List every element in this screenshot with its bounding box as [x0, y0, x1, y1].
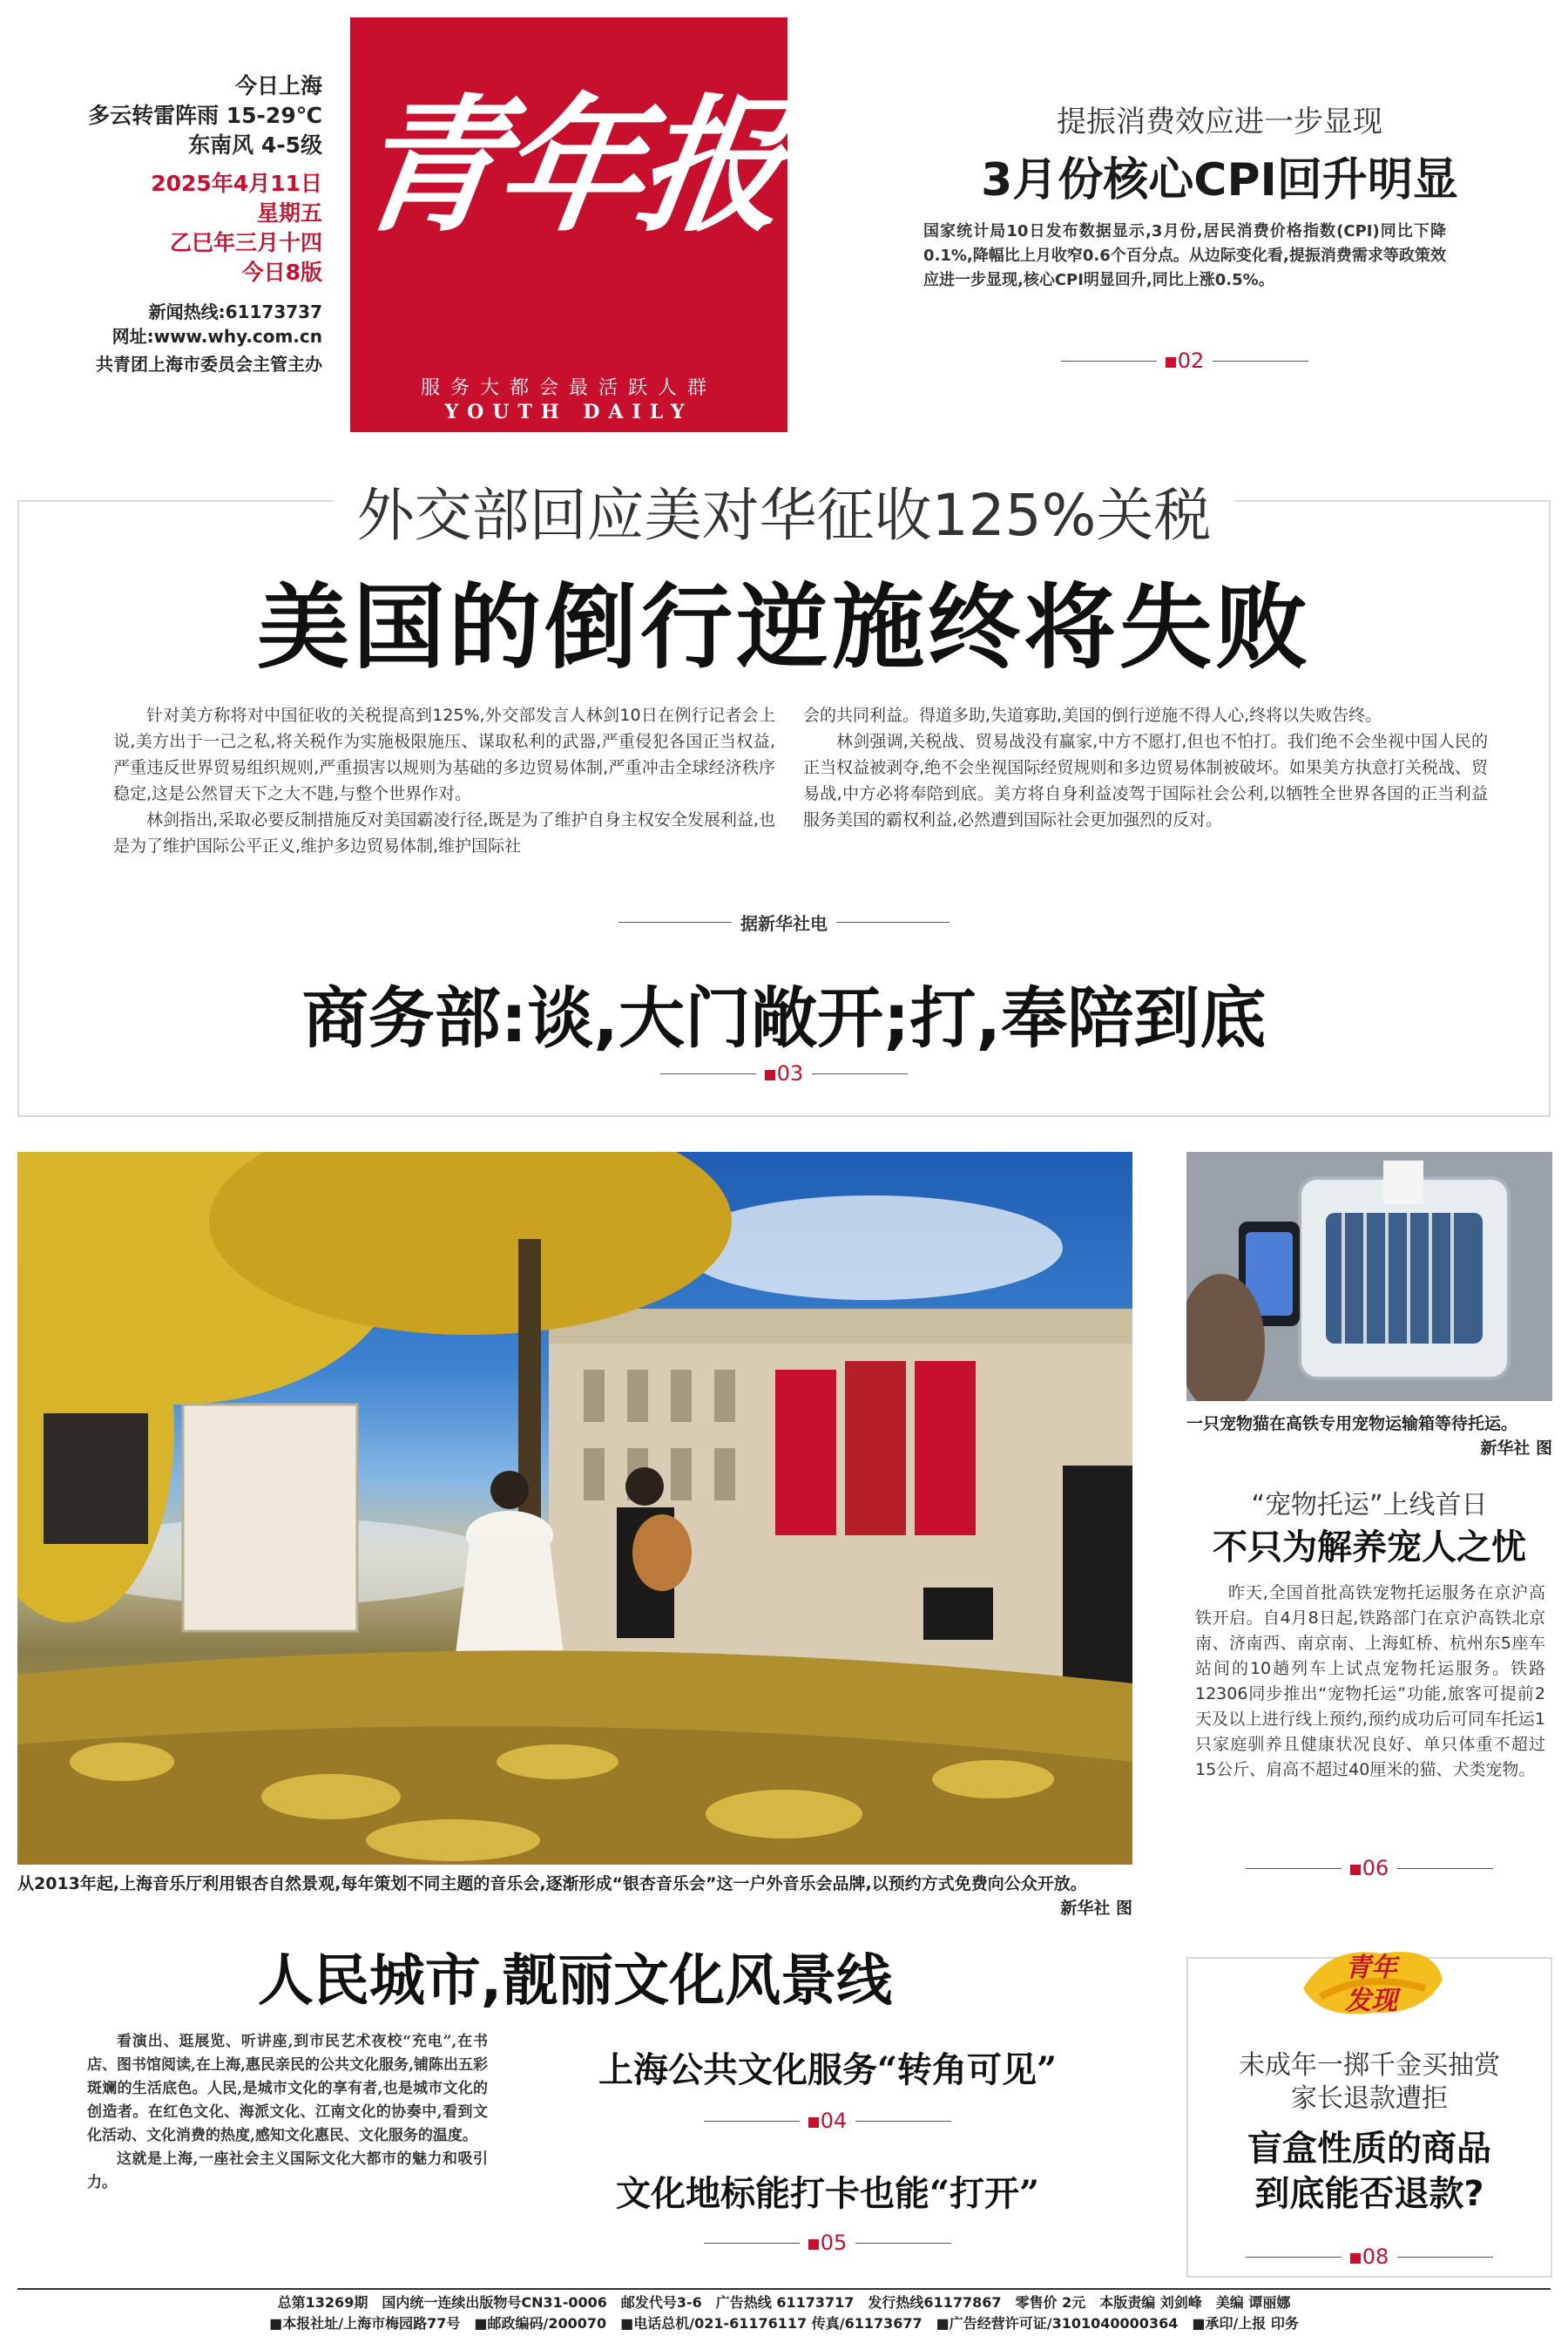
logo-slogan: 服务大都会最活跃人群 [420, 377, 717, 399]
wind: 东南风 4-5级 [188, 132, 322, 158]
badge-brush-icon [1294, 1936, 1448, 2027]
square-icon [808, 2239, 819, 2250]
square-icon [1350, 1865, 1361, 1875]
lunar-date: 乙巳年三月十四 [169, 230, 322, 255]
square-icon [1350, 2253, 1361, 2264]
lead-paragraph: 林剑指出,采取必要反制措施反对美国霸凌行径,既是为了维护自身主权安全发展利益,也是为了维护国际公平正义,维护多边贸易体制,维护国际社 [113, 810, 775, 856]
rule [704, 2243, 800, 2244]
page-count: 今日8版 [241, 260, 322, 285]
page-number: 06 [1362, 1856, 1389, 1880]
badge-line-1: 青年 [1345, 1953, 1397, 1983]
rule [1213, 361, 1308, 362]
sponsor: 共青团上海市委员会主管主办 [96, 354, 322, 375]
rule [855, 2121, 951, 2122]
page-number: 08 [1362, 2245, 1389, 2269]
pet-carrier-photo [1186, 1152, 1552, 1401]
kicker-line: 家长退款遭拒 [1291, 2083, 1448, 2114]
cpi-kicker: 提振消费效应进一步显现 [1057, 105, 1382, 139]
headline-line: 盲盒性质的商品 [1247, 2129, 1491, 2169]
hotline: 新闻热线:61173737 [148, 301, 322, 322]
footer-rule [17, 2288, 1551, 2290]
lead-paragraph: 针对美方称将对中国征收的关税提高到125%,外交部发言人林剑10日在例行记者会上说,美方出于一己之私,将关税作为实施极限施压、谋取私利的武器,严重侵犯各国正当权益,严重违反世界贸易组织规则,严重损害以规则为基础的多边贸易体制,严重冲击全球经济秩序稳定,这是公然冒天下之大不韪,与整个世界作对。 [113, 706, 775, 803]
pet-page-ref[interactable] [1186, 1856, 1552, 1880]
page-number: 03 [776, 1061, 804, 1086]
cpi-headline[interactable]: 3月份核心CPI回升明显 [981, 154, 1458, 207]
rule [618, 922, 732, 923]
culture-sub-headline-2[interactable]: 文化地标能打卡也能“打开” [615, 2173, 1039, 2214]
website: 网址:www.why.com.cn [112, 326, 322, 347]
pet-photo-illustration [1186, 1152, 1552, 1401]
weather-city: 今日上海 [234, 73, 322, 98]
weather-desc: 多云转雷阵雨 15-29℃ [88, 103, 322, 128]
rule [1061, 361, 1157, 362]
pet-paragraph: 昨天,全国首批高铁宠物托运服务在京沪高铁开启。自4月8日起,铁路部门在京沪高铁北京南、济南西、南京南、上海虹桥、杭州东5座车站间的10趟列车上试点宠物托运服务。铁路12306同步推出“宠物托运”功能,旅客可提前2天及以上进行线上预约,预约成功后可同车托运1只家庭驯养且健康状况良好、单只体重不超过15公斤、肩高不超过40厘米的猫、犬类宠物。 [1195, 1583, 1545, 1779]
discovery-headline[interactable] [1186, 2126, 1552, 2217]
culture-sub-headline-1[interactable]: 上海公共文化服务“转角可见” [598, 2049, 1057, 2090]
page-number: 05 [820, 2231, 848, 2255]
culture-paragraph: 看演出、逛展览、听讲座,到市民艺术夜校“充电”,在书店、图书馆阅读,在上海,惠民亲民的公共文化服务,铺陈出五彩斑斓的生活底色。人民,是城市文化的享有者,也是城市文化的创造者。在红色文化、海派文化、江南文化的协奏中,看到文化活动、文化消费的热度,感知文化惠民、文化服务的温度。 [87, 2033, 488, 2144]
square-icon [1166, 357, 1176, 368]
rule [660, 1073, 756, 1074]
badge-line-2: 发现 [1345, 1986, 1397, 2016]
lead-kicker: 外交部回应美对华征收125%关税 [17, 469, 1551, 552]
pet-body [1195, 1581, 1545, 1783]
discovery-page-ref[interactable] [1186, 2245, 1552, 2269]
lead-sub-headline[interactable]: 商务部:谈,大门敞开;打,奉陪到底 [301, 979, 1267, 1057]
rule [1397, 2257, 1493, 2258]
page-number: 04 [820, 2109, 848, 2133]
kicker-line: 未成年一掷千金买抽赏 [1239, 2050, 1500, 2081]
pet-caption [1186, 1412, 1552, 1460]
weekday: 星期五 [256, 200, 322, 226]
lead-paragraph: 会的共同利益。得道多助,失道寡助,美国的倒行逆施不得人心,终将以失败告终。 [803, 706, 1382, 725]
newspaper-logo [345, 17, 793, 432]
culture-headline[interactable]: 人民城市,靓丽文化风景线 [257, 1949, 893, 2014]
rule [812, 1073, 908, 1074]
rule [855, 2243, 951, 2244]
square-icon [808, 2117, 819, 2128]
logo-text: 青年报 [345, 79, 793, 252]
source-line [17, 910, 1551, 935]
page-number: 02 [1177, 349, 1205, 373]
caption-text: 一只宠物猫在高铁专用宠物运输箱等待托运。 [1186, 1414, 1518, 1433]
culture-page-ref-2[interactable] [540, 2231, 1115, 2255]
discovery-kicker [1186, 2049, 1552, 2116]
rule [704, 2121, 800, 2122]
lead-column-1 [113, 702, 775, 859]
pet-kicker: “宠物托运”上线首日 [1251, 1490, 1488, 1520]
discovery-badge [1294, 1936, 1448, 2027]
lead-paragraph: 林剑强调,关税战、贸易战没有赢家,中方不愿打,但也不怕打。我们绝不会坐视中国人民的正当权益被剥夺,绝不会坐视国际经贸规则和多边贸易体制被破坏。如果美方执意打关税战、贸易战,中方必将奉陪到底。美方将自身利益凌驾于国际社会公利,以牺牲全世界各国的正当利益服务美国的霸权利益,必然遭到国际社会更加强烈的反对。 [803, 732, 1488, 829]
cpi-body: 国家统计局10日发布数据显示,3月份,居民消费价格指数(CPI)同比下降0.1%,降幅比上月收窄0.6个百分点。从边际变化看,提振消费需求等政策效应进一步显现,核心CPI明显回升,同比上涨0.5%。 [923, 222, 1446, 289]
lead-column-2 [803, 702, 1488, 833]
footer-address-info: ■本报社址/上海市梅园路77号 ■邮政编码/200070 ■电话总机/021-61176117 传真/61173677 ■广告经营许可证/3101040000364 ■承印/上报 印务 [269, 2315, 1299, 2332]
rule [836, 922, 950, 923]
pet-headline[interactable]: 不只为解养宠人之忧 [1213, 1527, 1526, 1567]
rule [1397, 1868, 1493, 1869]
masthead-info [35, 71, 322, 376]
issue-date: 2025年4月11日 [151, 171, 322, 196]
footer-issue-info: 总第13269期 国内统一连续出版物号CN31-0006 邮发代号3-6 广告热线 61173717 发行热线61177867 零售价 2元 本版责编 刘剑峰 美编 谭丽娜 [277, 2294, 1291, 2311]
caption-text: 从2013年起,上海音乐厅利用银杏自然景观,每年策划不同主题的音乐会,逐渐形成“银杏音乐会”这一户外音乐会品牌,以预约方式免费向公众开放。 [17, 1874, 1087, 1893]
rule [1246, 2257, 1342, 2258]
cpi-page-ref[interactable] [923, 349, 1446, 373]
headline-line: 到底能否退款? [1254, 2174, 1484, 2214]
source-text: 据新华社电 [740, 913, 828, 934]
lead-page-ref[interactable] [17, 1061, 1551, 1086]
rule [1246, 1868, 1342, 1869]
culture-paragraph: 这就是上海,一座社会主义国际文化大都市的魅力和吸引力。 [87, 2150, 488, 2191]
lead-headline[interactable]: 美国的倒行逆施终将失败 [257, 574, 1311, 681]
photo-illustration [17, 1152, 1132, 1865]
logo-english-name: YOUTH DAILY [444, 401, 693, 423]
photo-credit: 新华社 图 [1480, 1439, 1552, 1458]
culture-body [87, 2030, 488, 2195]
photo-caption [17, 1872, 1132, 1920]
square-icon [765, 1070, 775, 1080]
culture-page-ref-1[interactable] [540, 2109, 1115, 2133]
photo-credit: 新华社 图 [1060, 1899, 1132, 1918]
ginkgo-concert-photo [17, 1152, 1132, 1865]
